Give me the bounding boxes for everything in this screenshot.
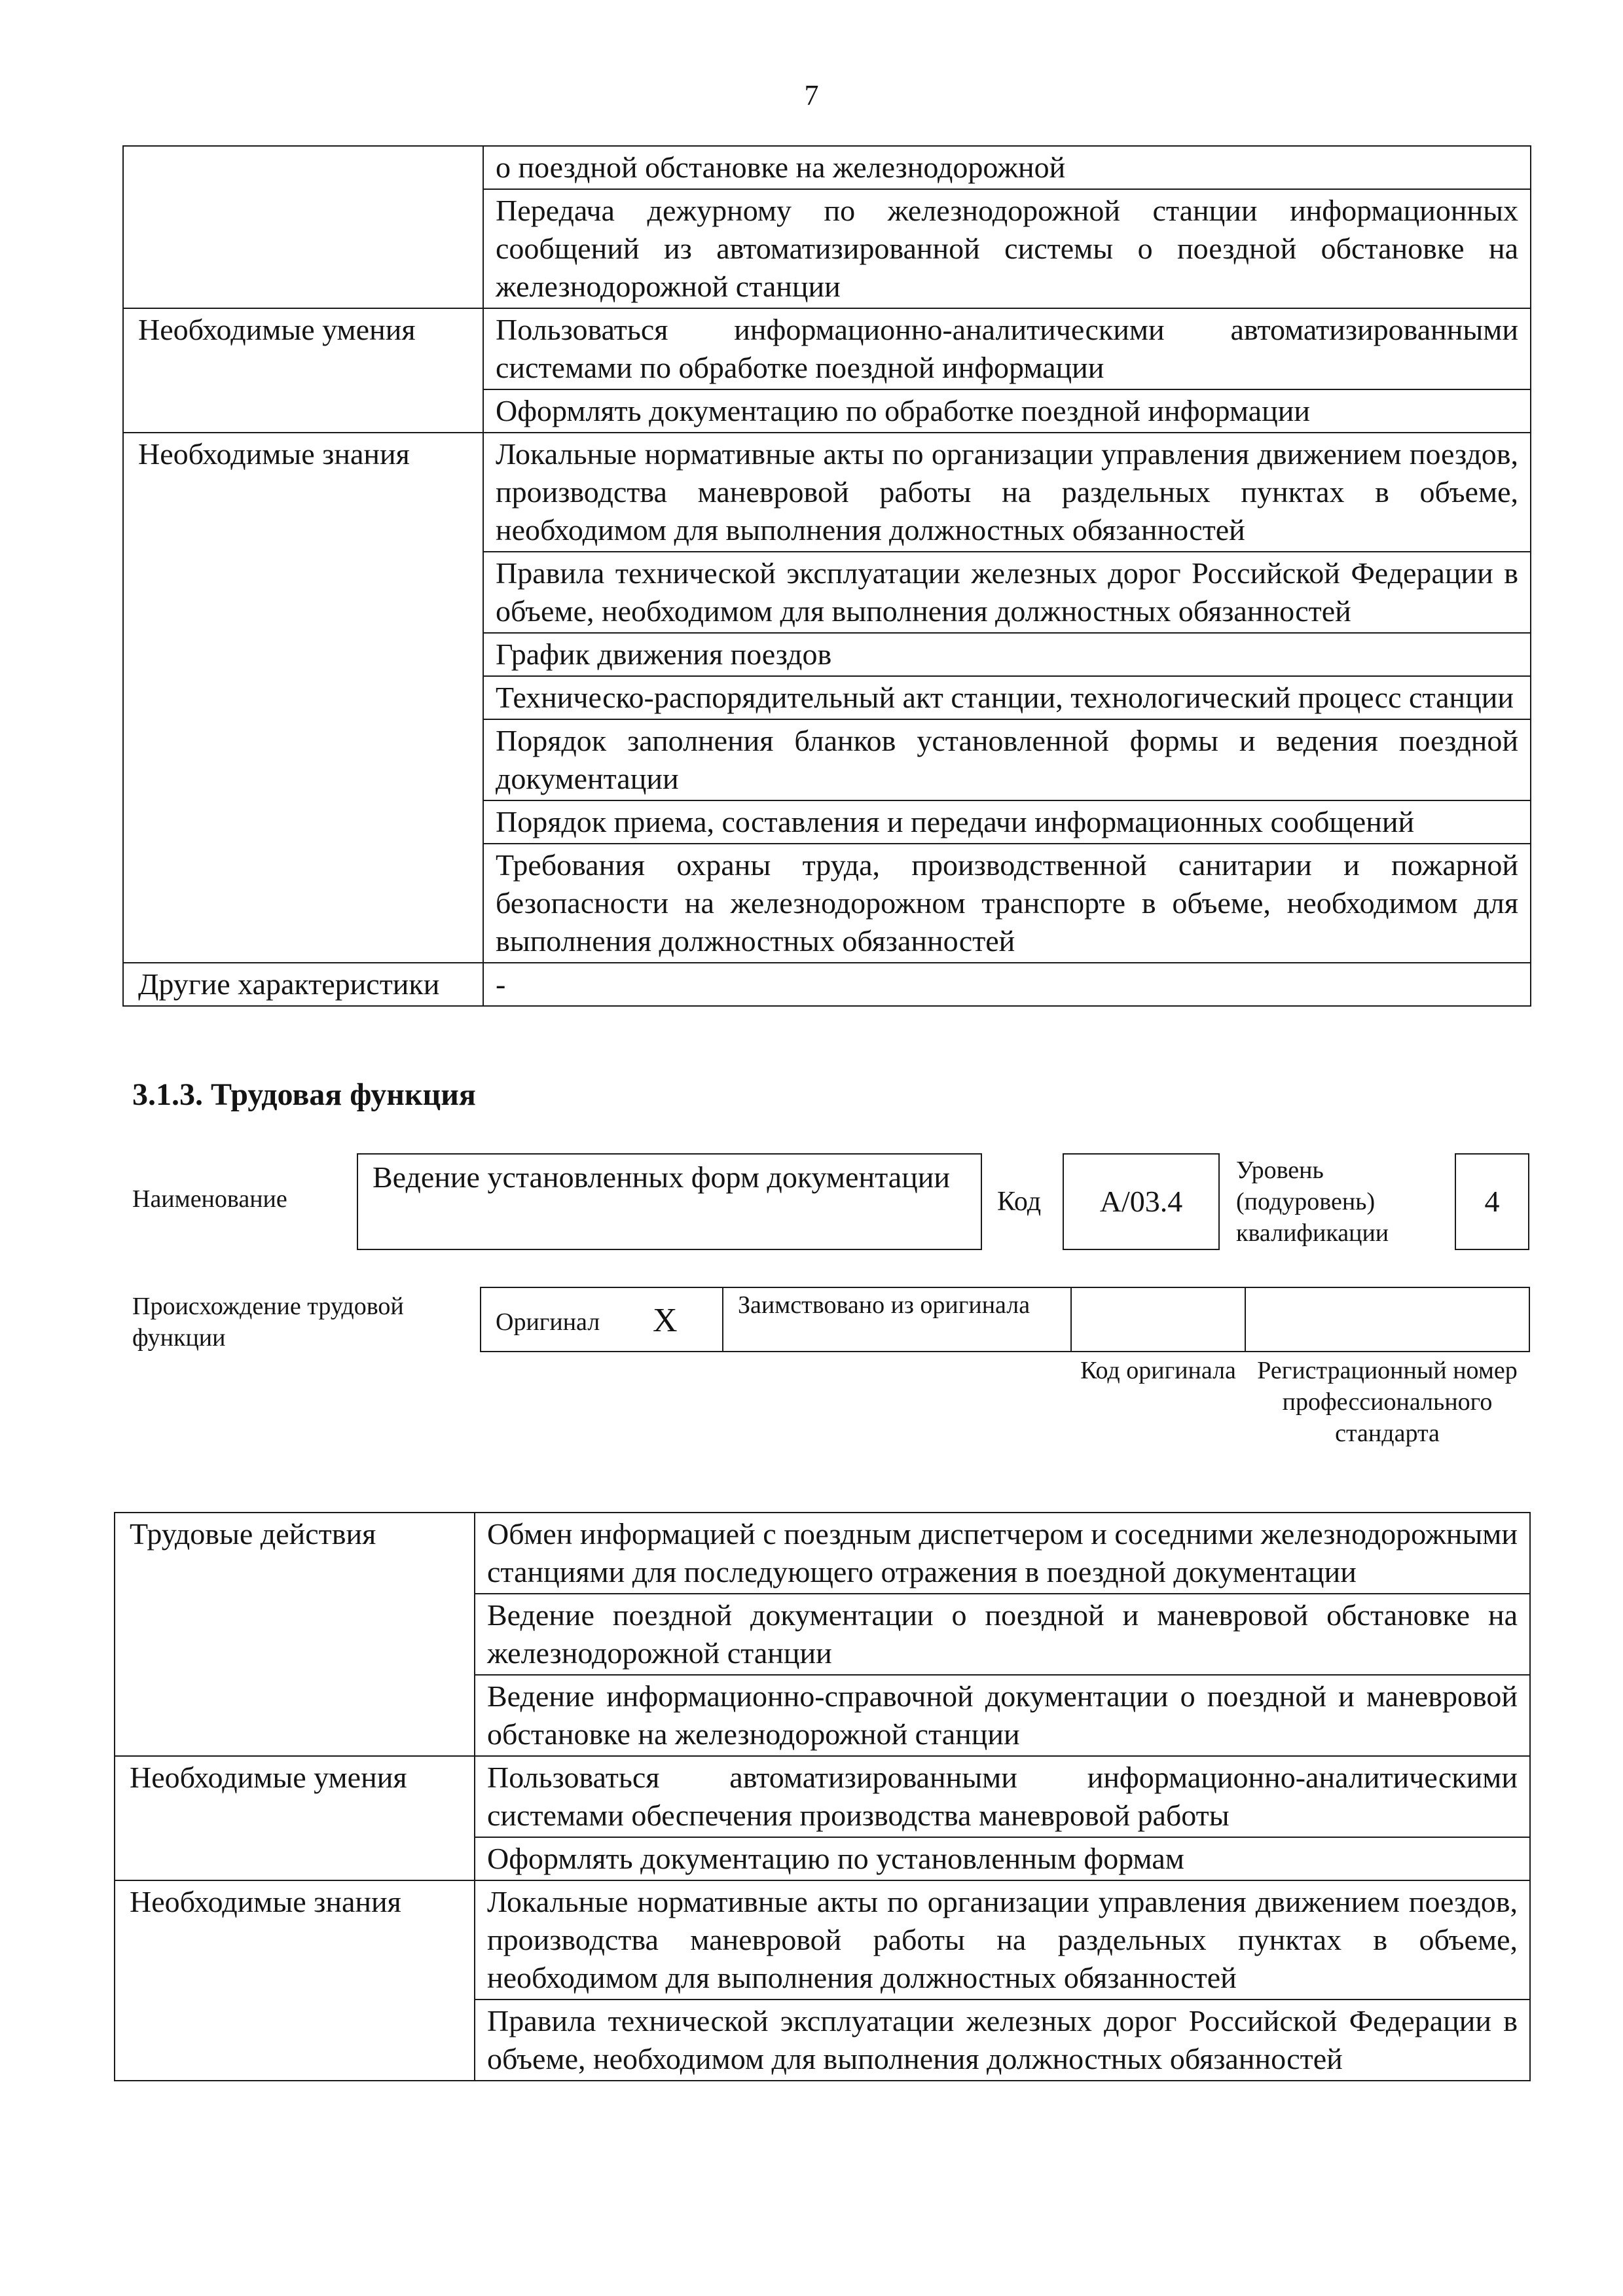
origin-label: Происхождение трудовой функции [132,1293,404,1352]
row-label: Другие характеристики [123,963,483,1006]
reg-number-caption: Регистрационный номер профессионального стандарта [1257,1357,1518,1447]
level-value: 4 [1484,1185,1500,1218]
original-mark: X [653,1302,678,1339]
page-number: 7 [804,79,819,111]
table-cell: Обмен информацией с поездным диспетчером и соседними железнодорожными станциями для последующего отражения в поездной документации [475,1513,1530,1594]
table-row [115,1756,1530,1837]
table-cell: Ведение информационно-справочной документации о поездной и маневровой обстановке на железнодорожной станции [475,1675,1530,1756]
skills-table-continued [122,145,1531,1007]
table-row [115,1880,1530,2000]
table-cell: Техническо-распорядительный акт станции, технологический процесс станции [483,676,1531,719]
level-label: Уровень (подуровень) квалификации [1236,1157,1389,1247]
table-cell: Локальные нормативные акты по организации управления движением поездов, производства маневровой работы на раздельных пунктах в объеме, необходимом для выполнения должностных обязанностей [475,1880,1530,2000]
table-cell: Пользоваться автоматизированными информационно-аналитическими системами обеспечения производства маневровой работы [475,1756,1530,1837]
table-cell: Оформлять документацию по установленным формам [475,1837,1530,1880]
table-cell: Правила технической эксплуатации железных дорог Российской Федерации в объеме, необходимом для выполнения должностных обязанностей [475,2000,1530,2081]
row-label: Необходимые знания [123,433,483,963]
table-row [123,308,1531,389]
table-cell: Правила технической эксплуатации железных дорог Российской Федерации в объеме, необходимом для выполнения должностных обязанностей [483,552,1531,633]
borrowed-label: Заимствовано из оригинала [738,1291,1030,1319]
table-cell: Порядок заполнения бланков установленной формы и ведения поездной документации [483,719,1531,800]
table-cell: о поездной обстановке на железнодорожной [483,146,1531,189]
borrowed-cell [722,1287,1072,1352]
row-label: Трудовые действия [115,1513,475,1756]
table-cell: Передача дежурному по железнодорожной станции информационных сообщений из автоматизированной системы о поездной обстановке на железнодорожной станции [483,189,1531,308]
row-label: Необходимые умения [123,308,483,433]
table-row [123,433,1531,552]
table-cell: - [483,963,1531,1006]
table-cell: Оформлять документацию по обработке поездной информации [483,389,1531,433]
original-code-cell [1070,1287,1246,1352]
level-box [1455,1153,1529,1250]
table-cell: Требования охраны труда, производственной санитарии и пожарной безопасности на железнодорожном транспорте в объеме, необходимом для выполнения должностных обязанностей [483,844,1531,963]
row-label [123,146,483,308]
row-label: Необходимые умения [115,1756,475,1880]
name-label: Наименование [132,1185,287,1213]
table-cell: Ведение поездной документации о поездной и маневровой обстановке на железнодорожной станции [475,1594,1530,1675]
code-box [1063,1153,1220,1250]
original-cell [480,1287,723,1352]
table-cell: Локальные нормативные акты по организации управления движением поездов, производства маневровой работы на раздельных пунктах в объеме, необходимом для выполнения должностных обязанностей [483,433,1531,552]
labor-function-table [114,1512,1531,2081]
code-label: Код [997,1187,1042,1217]
reg-number-cell [1245,1287,1530,1352]
table-cell: Порядок приема, составления и передачи информационных сообщений [483,800,1531,844]
function-name: Ведение установленных форм документации [373,1160,950,1194]
code-value: A/03.4 [1099,1185,1183,1218]
row-label: Необходимые знания [115,1880,475,2081]
table-row [115,1513,1530,1594]
table-cell: Пользоваться информационно-аналитическими автоматизированными системами по обработке поездной информации [483,308,1531,389]
original-label: Оригинал [496,1308,600,1336]
table-row [123,963,1531,1006]
section-heading: 3.1.3. Трудовая функция [132,1077,476,1112]
table-row [123,146,1531,189]
function-name-box [357,1153,982,1250]
original-code-caption: Код оригинала [1080,1357,1236,1384]
table-cell: График движения поездов [483,633,1531,676]
